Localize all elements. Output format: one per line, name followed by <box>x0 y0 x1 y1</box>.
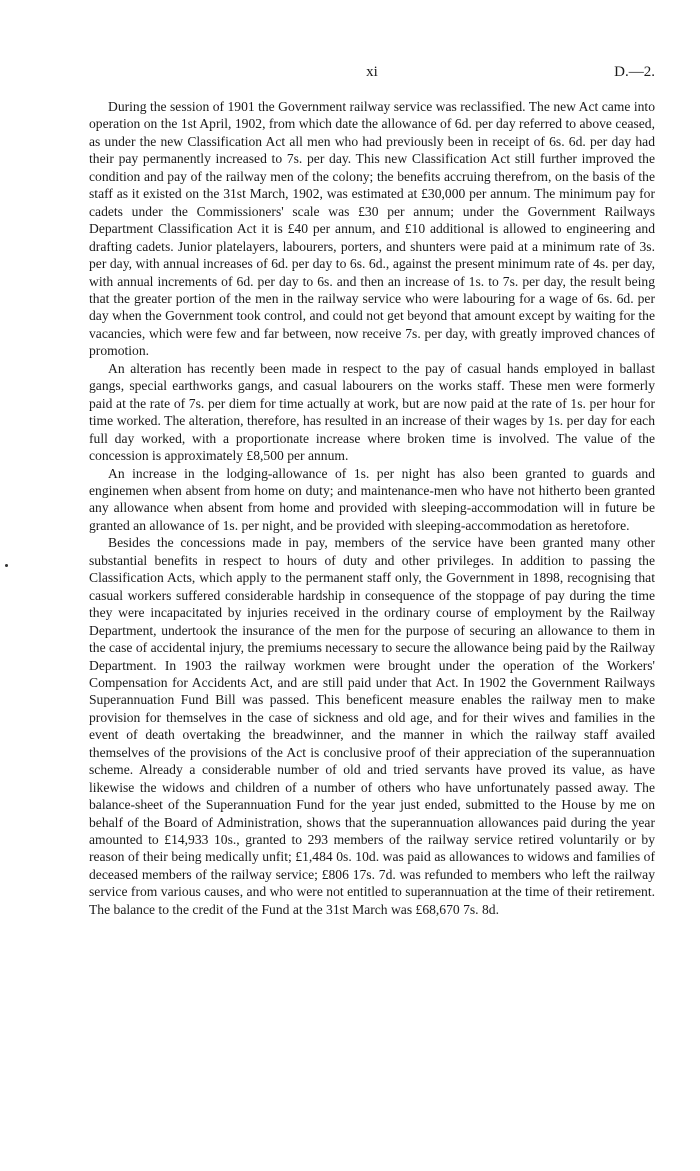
paragraph-superannuation: Besides the concessions made in pay, members of the service have been granted many other substantial benefits in respect to hours of duty and other privileges. In addition to passing the Classification Acts, which apply to the permanent staff only, the Government in 1898, recognising that casual workers suffered considerable hardship in consequence of the stoppage of pay during the time they were incapacitated by injuries received in the ordinary course of employment by the Railway Department, undertook the insurance of the men for the purpose of securing an allowance to them in the case of accidental injury, the premiums necessary to secure the allowance being paid by the Railway Department. In 1903 the railway workmen were brought under the operation of the Workers' Compensation for Accidents Act, and are still paid under that Act. In 1902 the Government Railways Superannuation Fund Bill was passed. This beneficent measure enables the railway men to make provision for themselves in the case of sickness and old age, and for their wives and families in the event of death overtaking the breadwinner, and the manner in which the railway staff availed themselves of the provisions of the Act is conclusive proof of their appreciation of the superannuation scheme. Already a considerable number of old and tried servants have proved its value, as have likewise the widows and children of a number of others who have unfortunately passed away. The balance-sheet of the Superannuation Fund for the year just ended, submitted to the House by me on behalf of the Board of Administration, shows that the superannuation allowances paid during the year amounted to £14,933 10s., granted to 293 members of the railway service retired voluntarily or by reason of their being medically unfit; £1,484 0s. 10d. was paid as allowances to widows and families of deceased members of the railway service; £806 17s. 7d. was refunded to members who left the railway service from various causes, and who were not entitled to superannuation at the time of their retirement. The balance to the credit of the Fund at the 31st March was £68,670 7s. 8d. <box>89 535 655 917</box>
document-reference: D.—2. <box>614 64 655 80</box>
margin-mark <box>5 564 8 567</box>
page-number: xi <box>366 64 378 80</box>
paragraph-casual-hands: An alteration has recently been made in respect to the pay of casual hands employed in ballast gangs, special earthworks gangs, and casual labourers on the works staff. These men were formerly paid at the rate of 7s. per diem for time actually at work, but are now paid at the rate of 1s. per hour for time worked. The alteration, therefore, has resulted in an increase of their wages by 1s. per day for each full day worked, with a proportionate increase where broken time is involved. The value of the concession is approximately £8,500 per annum. <box>89 360 655 464</box>
paragraph-lodging-allowance: An increase in the lodging-allowance of 1s. per night has also been granted to guards and enginemen when absent from home on duty; and maintenance-men who have not hitherto been granted any allowance when absent from home and provided with sleeping-accommodation will in future be granted an allowance of 1s. per night, and be provided with sleeping-accommodation as heretofore. <box>89 465 655 533</box>
body-text <box>89 98 655 918</box>
page-header <box>89 64 655 86</box>
paragraph-reclassification: During the session of 1901 the Government railway service was reclassified. The new Act came into operation on the 1st April, 1902, from which date the allowance of 6d. per day referred to above ceased, as under the new Classification Act all men who had previously been in receipt of 6s. 6d. per day had their pay permanently increased to 7s. per day. This new Classification Act still further improved the condition and pay of the railway men of the colony; the benefits accruing therefrom, on the basis of the staff as it existed on the 31st March, 1902, was estimated at £30,000 per annum. The minimum pay for cadets under the Commissioners' scale was £30 per annum; under the Government Railways Department Classification Act it is £40 per annum, and £10 additional is allowed to engineering and drafting cadets. Junior platelayers, labourers, porters, and shunters were paid at a minimum rate of 3s. per day, with annual increases of 6d. per day to 6s. 6d., against the present minimum rate of 4s. per day, with annual increments of 6d. per day to 6s. and then an increase of 1s. to 7s. per day, the result being that the greater portion of the men in the railway service who were labouring for a wage of 6s. 6d. per day when the Government took control, and could not get beyond that amount except by waiting for the vacancies, which were few and far between, now receive 7s. per day, with greatly improved chances of promotion. <box>89 99 655 359</box>
